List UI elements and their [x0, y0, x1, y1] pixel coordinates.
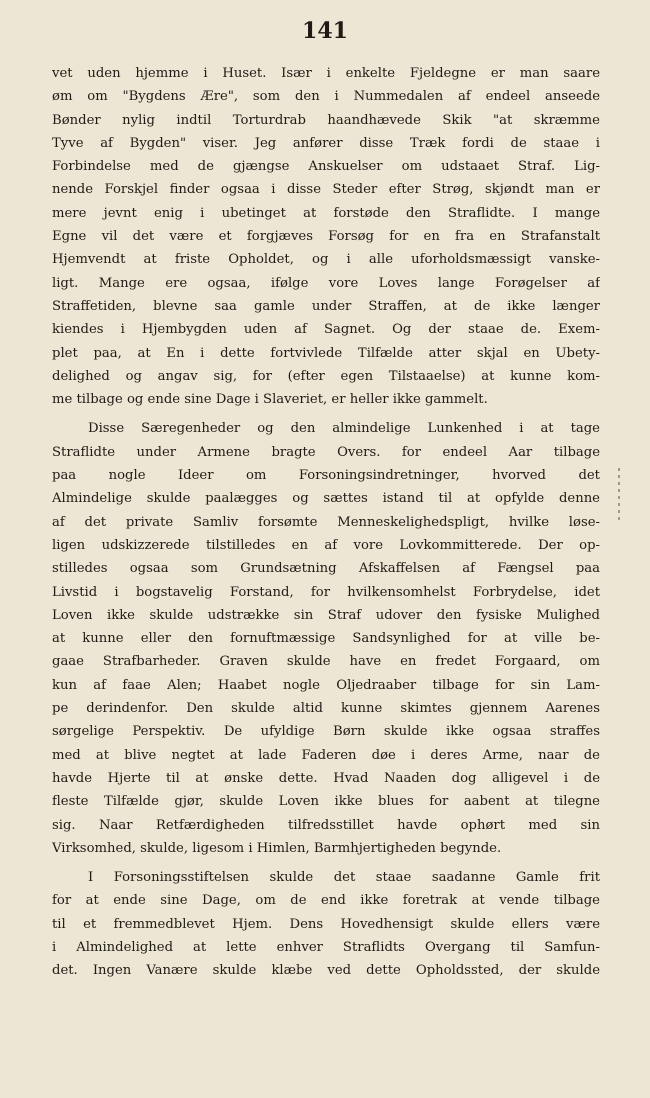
text-line: Straflidte under Armene bragte Overs. for endeel Aar tilbage — [52, 444, 600, 460]
text-line: Tyve af Bygden" viser. Jeg anfører disse Træk fordi de staae i — [52, 135, 600, 151]
text-line: paa nogle Ideer om Forsoningsindretninger, hvorved det — [52, 468, 600, 484]
text-line: kiendes i Hjembygden uden af Sagnet. Og der staae de. Exem- — [52, 322, 600, 338]
text-line: plet paa, at En i dette fortvivlede Tilfælde atter skjal en Ubety- — [52, 345, 600, 361]
text-line: af det private Samliv forsømte Menneskelighedspligt, hvilke løse- — [52, 514, 600, 530]
paragraph — [52, 417, 600, 860]
text-line: at kunne eller den fornuftmæssige Sandsynlighed for at ville be- — [52, 631, 600, 647]
text-line: me tilbage og ende sine Dage i Slaveriet, er heller ikke gammelt. — [52, 392, 488, 408]
margin-pencil-mark — [618, 468, 620, 522]
text-line: i Almindelighed at lette enhver Straflidts Overgang til Samfun- — [52, 939, 600, 955]
text-line: Virksomhed, skulde, ligesom i Himlen, Barmhjertigheden begynde. — [52, 840, 502, 856]
text-line: med at blive negtet at lade Faderen døe i deres Arme, naar de — [52, 747, 600, 763]
text-line: delighed og angav sig, for (efter egen Tilstaaelse) at kunne kom- — [52, 368, 600, 384]
text-line: nende Forskjel finder ogsaa i disse Steder efter Strøg, skjøndt man er — [52, 182, 600, 198]
text-line: Hjemvendt at friste Opholdet, og i alle uforholdsmæssigt vanske- — [52, 252, 600, 268]
text-line: ligt. Mange ere ogsaa, ifølge vore Loves lange Forøgelser af — [52, 275, 600, 291]
text-line: Forbindelse med de gjængse Anskuelser om udstaaet Straf. Lig- — [52, 159, 600, 175]
text-line: vet uden hjemme i Huset. Især i enkelte Fjeldegne er man saare — [52, 66, 600, 81]
text-line: Livstid i bogstavelig Forstand, for hvilkensomhelst Forbrydelse, idet — [52, 584, 600, 600]
text-line: I Forsoningsstiftelsen skulde det staae saadanne Gamle frit — [88, 870, 600, 886]
text-line: Almindelige skulde paalægges og sættes istand til at opfylde denne — [52, 491, 600, 507]
page-number: 141 — [302, 18, 348, 44]
text-line: gaae Strafbarheder. Graven skulde have en fredet Forgaard, om — [52, 654, 600, 670]
text-line: det. Ingen Vanære skulde klæbe ved dette Opholdssted, der skulde — [52, 963, 600, 979]
text-line: Bønder nylig indtil Torturdrab haandhævede Skik "at skræmme — [52, 112, 600, 128]
text-line: sørgelige Perspektiv. De ufyldige Børn skulde ikke ogsaa straffes — [52, 724, 600, 740]
paragraph — [52, 62, 600, 411]
text-line: kun af faae Alen; Haabet nogle Oljedraaber tilbage for sin Lam- — [52, 677, 600, 693]
text-line: ligen udskizzerede tilstilledes en af vore Lovkommitterede. Der op- — [52, 537, 600, 553]
text-line: fleste Tilfælde gjør, skulde Loven ikke blues for aabent at tilegne — [52, 794, 600, 810]
text-line: Straffetiden, blevne saa gamle under Straffen, at de ikke længer — [52, 298, 600, 314]
body-text — [52, 62, 600, 983]
text-line: stilledes ogsaa som Grundsætning Afskaffelsen af Fængsel paa — [52, 561, 600, 577]
text-line: havde Hjerte til at ønske dette. Hvad Naaden dog alligevel i de — [52, 770, 600, 786]
text-line: mere jevnt enig i ubetinget at forstøde den Straflidte. I mange — [52, 205, 600, 221]
text-line: Disse Særegenheder og den almindelige Lunkenhed i at tage — [88, 421, 600, 437]
paragraph — [52, 866, 600, 982]
text-line: øm om "Bygdens Ære", som den i Nummedalen af endeel anseede — [52, 89, 600, 105]
text-line: sig. Naar Retfærdigheden tilfredsstillet havde ophørt med sin — [52, 817, 600, 833]
text-line: Egne vil det være et forgjæves Forsøg for en fra en Strafanstalt — [52, 229, 600, 245]
text-line: til et fremmedblevet Hjem. Dens Hovedhensigt skulde ellers være — [52, 916, 600, 932]
text-line: pe derindenfor. Den skulde altid kunne skimtes gjennem Aarenes — [52, 701, 600, 717]
text-line: Loven ikke skulde udstrække sin Straf udover den fysiske Mulighed — [52, 607, 600, 623]
text-line: for at ende sine Dage, om de end ikke foretrak at vende tilbage — [52, 893, 600, 909]
